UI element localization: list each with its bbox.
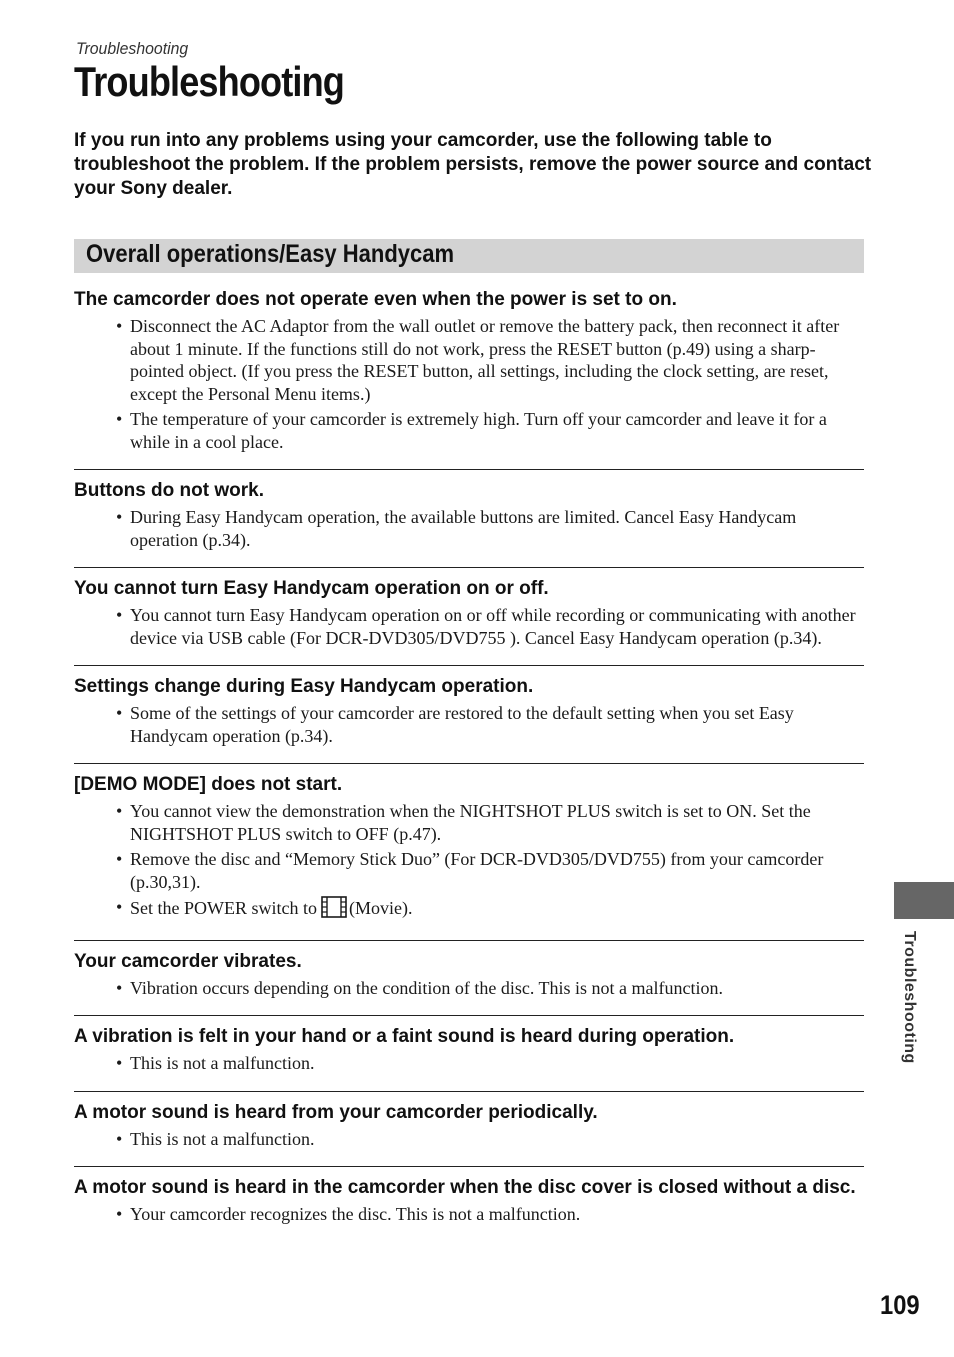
solution-list	[74, 977, 864, 1000]
solution-list	[74, 1052, 864, 1075]
solution-list	[74, 604, 864, 649]
problem-heading: The camcorder does not operate even when the power is set to on.	[74, 289, 677, 310]
solution-list	[74, 1128, 864, 1151]
solution-bullet: • Disconnect the AC Adaptor from the wall outlet or remove the battery pack, then reconnect it after about 1 minute. If the functions still do not work, press the RESET button (p.49) using a sharp-pointed object. (If you press the RESET button, all settings, including the clock setting, are reset, except the Personal Menu items.)	[74, 315, 864, 405]
solution-list	[74, 315, 864, 453]
solution-bullet: • This is not a malfunction.	[74, 1128, 864, 1151]
page-number: 109	[880, 1290, 920, 1320]
solution-bullet: • Some of the settings of your camcorder are restored to the default setting when you set Easy Handycam operation (p.34).	[74, 702, 864, 747]
solution-list	[74, 1203, 864, 1226]
trouble-item	[74, 1015, 864, 1091]
problem-heading: [DEMO MODE] does not start.	[74, 774, 343, 795]
trouble-item	[74, 567, 864, 665]
problem-heading: A motor sound is heard from your camcorder periodically.	[74, 1101, 598, 1123]
chapter-tab-label: Troubleshooting	[901, 931, 918, 1064]
problem-heading: A motor sound is heard in the camcorder when the disc cover is closed without a disc.	[74, 1177, 856, 1198]
problem-heading: Buttons do not work.	[74, 480, 264, 501]
trouble-item	[74, 665, 864, 763]
problem-heading: A vibration is felt in your hand or a faint sound is heard during operation.	[74, 1026, 735, 1047]
solution-bullet: • You cannot view the demonstration when the NIGHTSHOT PLUS switch is set to ON. Set the NIGHTSHOT PLUS switch to OFF (p.47).	[74, 800, 864, 845]
trouble-item	[74, 763, 864, 940]
solution-bullet: • Remove the disc and “Memory Stick Duo” (For DCR-DVD305/DVD755) from your camcorder (p.30,31).	[74, 848, 864, 893]
chapter-tab-marker	[894, 882, 954, 919]
section-header	[74, 239, 864, 273]
trouble-item	[74, 1166, 864, 1242]
solution-bullet: • You cannot turn Easy Handycam operation on or off while recording or communicating with another device via USB cable (For DCR-DVD305/DVD755 ). Cancel Easy Handycam operation (p.34).	[74, 604, 864, 649]
movie-film-icon	[321, 896, 347, 924]
solution-bullet: • During Easy Handycam operation, the available buttons are limited. Cancel Easy Handycam operation (p.34).	[74, 506, 864, 551]
trouble-item	[74, 469, 864, 567]
running-head: Troubleshooting	[76, 39, 189, 58]
problem-heading: Your camcorder vibrates.	[74, 950, 302, 972]
solution-list	[74, 800, 864, 924]
solution-bullet: • The temperature of your camcorder is extremely high. Turn off your camcorder and leave it for a while in a cool place.	[74, 408, 864, 453]
section-title: Overall operations/Easy Handycam	[86, 240, 455, 268]
troubleshooting-list	[74, 288, 864, 1242]
bullet-text: Set the POWER switch to	[130, 898, 317, 918]
solution-list	[74, 506, 864, 551]
solution-list	[74, 702, 864, 747]
trouble-item	[74, 288, 864, 469]
intro-paragraph: If you run into any problems using your camcorder, use the following table to troubleshoot the problem. If the problem persists, remove the power source and contact your Sony dealer.	[74, 130, 872, 199]
solution-bullet	[74, 896, 864, 924]
solution-bullet: • Vibration occurs depending on the condition of the disc. This is not a malfunction.	[74, 977, 864, 1000]
problem-heading: Settings change during Easy Handycam operation.	[74, 676, 534, 697]
trouble-item	[74, 940, 864, 1016]
solution-bullet: • This is not a malfunction.	[74, 1052, 864, 1075]
bullet-text: (Movie).	[349, 898, 413, 918]
problem-heading: You cannot turn Easy Handycam operation on or off.	[74, 578, 549, 599]
solution-bullet: • Your camcorder recognizes the disc. This is not a malfunction.	[74, 1203, 864, 1226]
trouble-item	[74, 1091, 864, 1167]
page-title: Troubleshooting	[74, 58, 345, 105]
